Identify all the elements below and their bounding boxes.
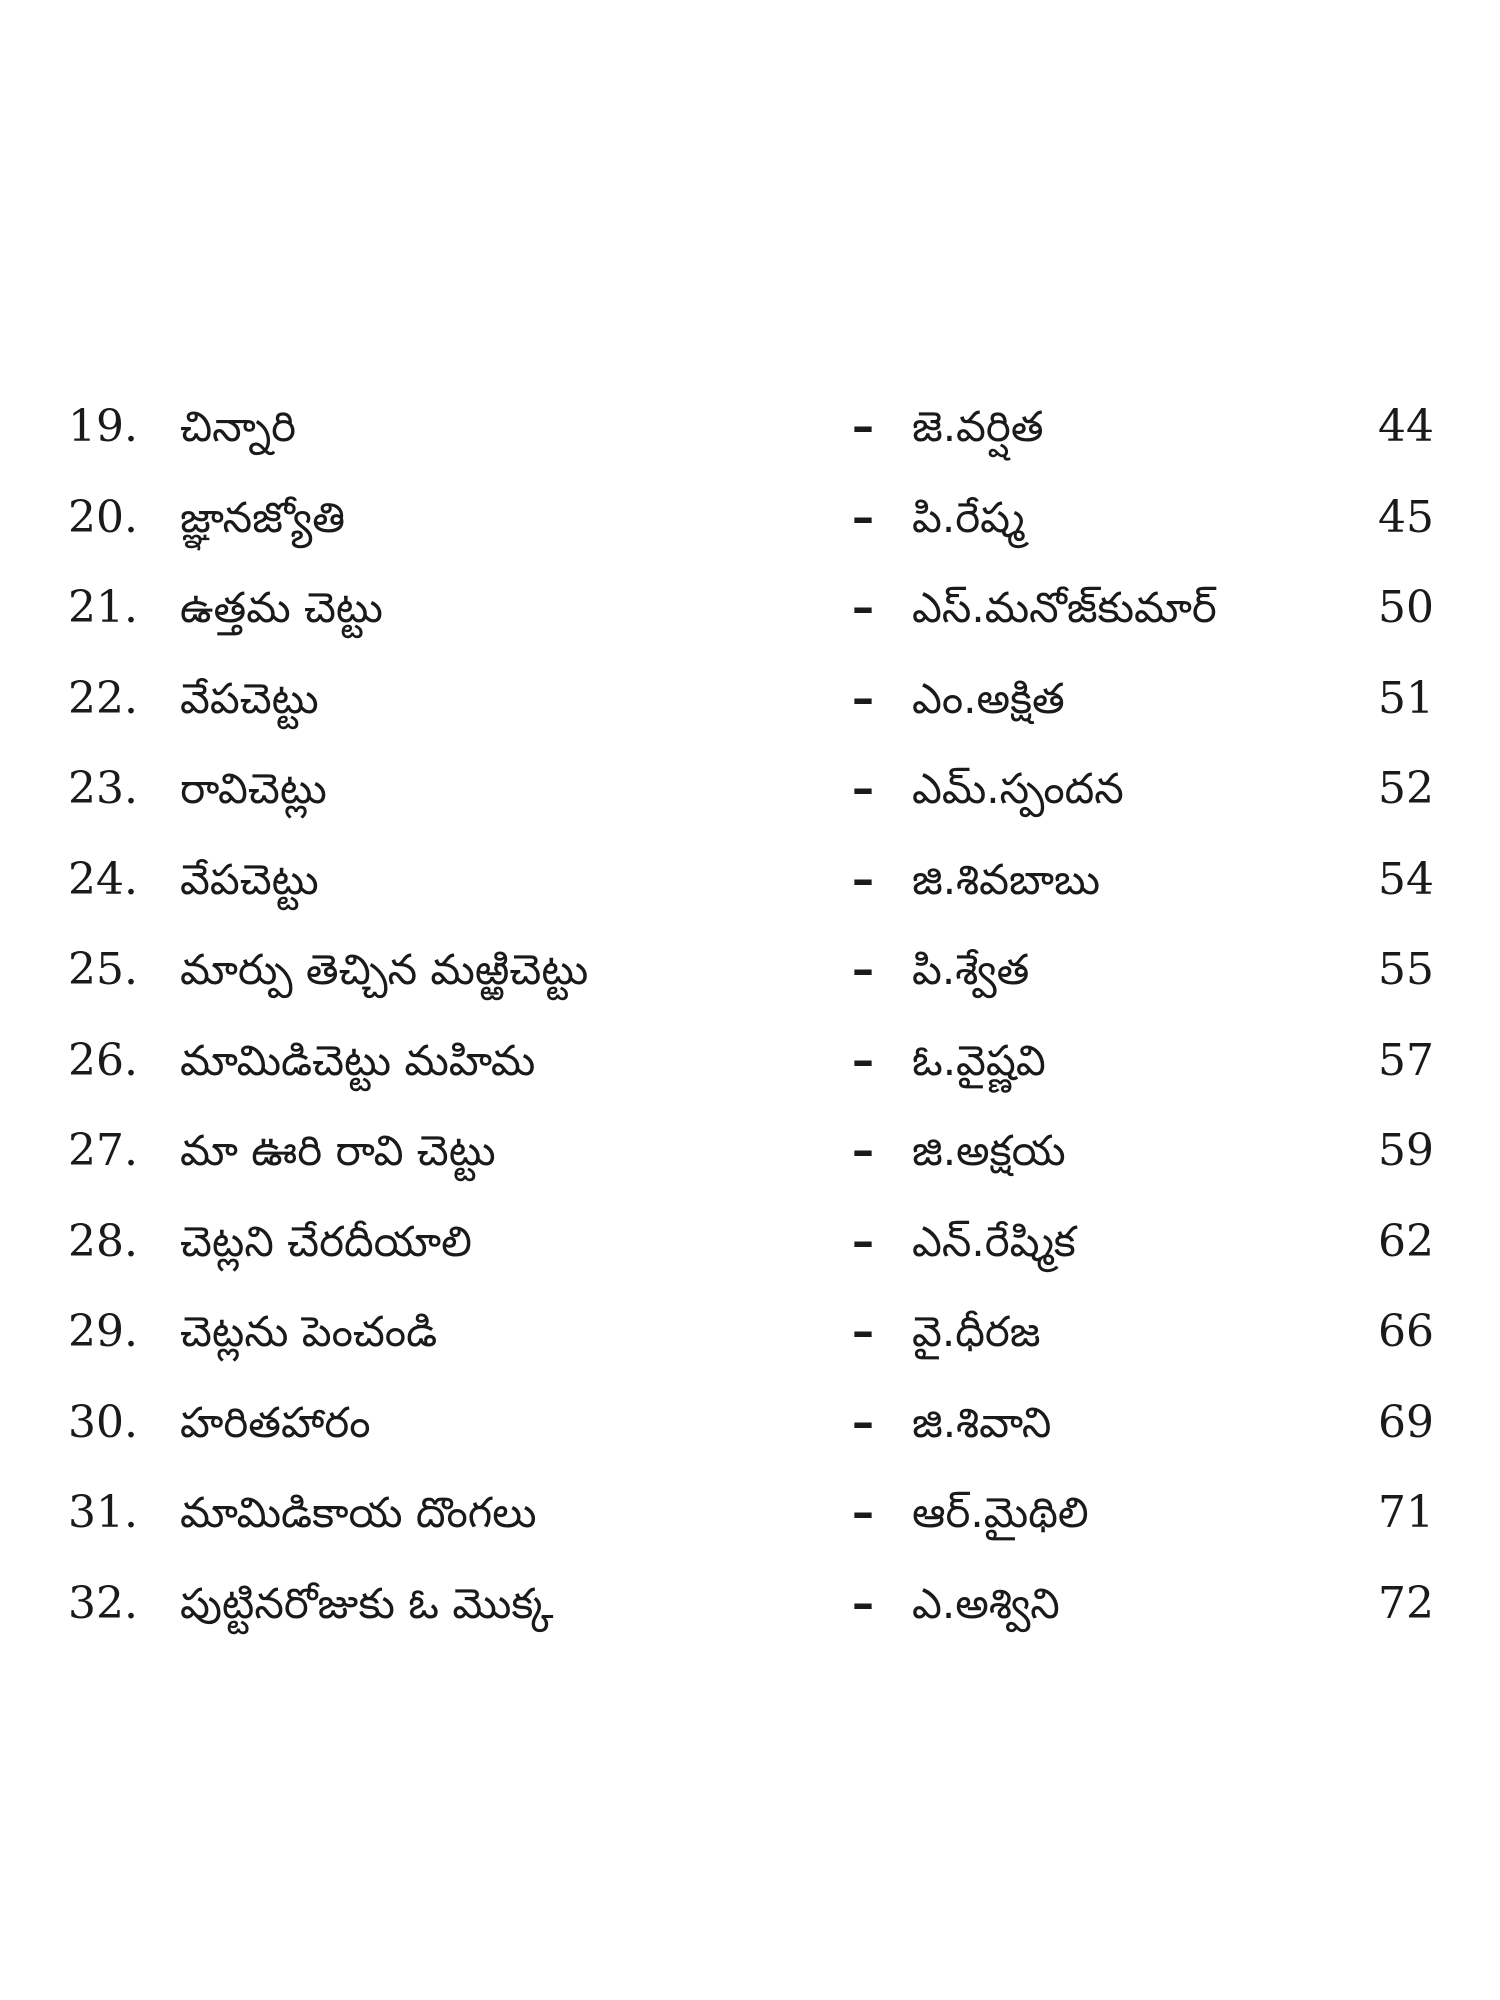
entry-dash: – (852, 1577, 874, 1629)
toc-entry (0, 835, 1500, 926)
entry-dash: – (852, 1125, 874, 1176)
entry-author: జి.శివబాబు (912, 854, 1101, 904)
entry-title: వేపచెట్టు (180, 673, 319, 723)
entry-author: పి.రేష్మ (912, 492, 1025, 542)
toc-entry (0, 1106, 1500, 1197)
toc-entry (0, 925, 1500, 1016)
entry-page-number: 71 (1378, 1487, 1434, 1538)
toc-entry (0, 654, 1500, 745)
entry-dash: – (852, 1215, 874, 1267)
entry-author: ఎన్.రేష్మిక (912, 1216, 1076, 1266)
entry-number: 19. (68, 401, 138, 452)
entry-title: మార్పు తెచ్చిన మఱ్ఱిచెట్టు (180, 945, 589, 994)
toc-entry (0, 1559, 1500, 1650)
entry-page-number: 51 (1378, 672, 1434, 724)
entry-title: పుట్టినరోజుకు ఓ మొక్క (180, 1578, 554, 1628)
entry-author: జి.శివాని (912, 1397, 1052, 1447)
entry-dash: – (852, 853, 874, 905)
entry-page-number: 69 (1378, 1396, 1434, 1448)
toc-entry (0, 1016, 1500, 1107)
entry-number: 24. (68, 853, 138, 905)
entry-page-number: 62 (1378, 1215, 1434, 1267)
entry-page-number: 59 (1378, 1125, 1434, 1176)
entry-dash: – (852, 1306, 874, 1357)
entry-author: ఎం.అక్షిత (912, 673, 1065, 723)
entry-dash: – (852, 1487, 874, 1538)
entry-dash: – (852, 1396, 874, 1448)
entry-dash: – (852, 763, 874, 814)
toc-entry (0, 473, 1500, 564)
entry-number: 30. (68, 1396, 138, 1448)
entry-author: వై.ధీరజ (912, 1307, 1041, 1356)
entry-page-number: 52 (1378, 763, 1434, 814)
entry-number: 29. (68, 1306, 138, 1357)
entry-number: 32. (68, 1577, 138, 1629)
entry-title: మా ఊరి రావి చెట్టు (180, 1126, 496, 1175)
entry-title: మామిడిచెట్టు మహిమ (180, 1035, 536, 1085)
entry-title: జ్ఞానజ్యోతి (180, 492, 346, 542)
entry-page-number: 45 (1378, 491, 1434, 543)
entry-title: హరితహారం (180, 1397, 371, 1447)
entry-dash: – (852, 401, 874, 452)
entry-number: 31. (68, 1487, 138, 1538)
entry-author: జి.అక్షయ (912, 1126, 1066, 1175)
entry-dash: – (852, 944, 874, 995)
entry-number: 26. (68, 1034, 138, 1086)
entry-author: ఆర్.మైథిలి (912, 1488, 1089, 1537)
entry-title: రావిచెట్లు (180, 764, 327, 813)
entry-dash: – (852, 672, 874, 724)
entry-title: చిన్నారి (180, 402, 297, 451)
entry-number: 20. (68, 491, 138, 543)
entry-title: ఉత్తమ చెట్టు (180, 583, 383, 632)
entry-author: ఎమ్.స్పందన (912, 764, 1124, 813)
entry-dash: – (852, 491, 874, 543)
entry-number: 27. (68, 1125, 138, 1176)
entry-number: 23. (68, 763, 138, 814)
entry-dash: – (852, 582, 874, 633)
entry-author: పి.శ్వేత (912, 945, 1030, 994)
table-of-contents (0, 382, 1500, 1649)
toc-entry (0, 1378, 1500, 1469)
entry-author: ఎ.అశ్విని (912, 1578, 1060, 1628)
entry-page-number: 44 (1378, 401, 1434, 452)
entry-number: 28. (68, 1215, 138, 1267)
toc-entry (0, 563, 1500, 654)
entry-author: జె.వర్షిత (912, 402, 1044, 451)
entry-dash: – (852, 1034, 874, 1086)
toc-entry (0, 1197, 1500, 1288)
entry-page-number: 50 (1378, 582, 1434, 633)
entry-title: చెట్లని చేరదీయాలి (180, 1216, 472, 1266)
entry-number: 25. (68, 944, 138, 995)
entry-title: వేపచెట్టు (180, 854, 319, 904)
entry-author: ఎస్.మనోజ్‌కుమార్ (912, 583, 1217, 632)
toc-entry (0, 1287, 1500, 1378)
entry-author: ఓ.వైష్ణవి (912, 1035, 1046, 1085)
entry-page-number: 72 (1378, 1577, 1434, 1629)
toc-entry (0, 382, 1500, 473)
entry-number: 21. (68, 582, 138, 633)
entry-page-number: 54 (1378, 853, 1434, 905)
entry-page-number: 66 (1378, 1306, 1434, 1357)
toc-entry (0, 1468, 1500, 1559)
toc-entry (0, 744, 1500, 835)
entry-page-number: 55 (1378, 944, 1434, 995)
entry-title: చెట్లను పెంచండి (180, 1307, 438, 1356)
entry-title: మామిడికాయ దొంగలు (180, 1488, 537, 1537)
entry-page-number: 57 (1378, 1034, 1434, 1086)
entry-number: 22. (68, 672, 138, 724)
